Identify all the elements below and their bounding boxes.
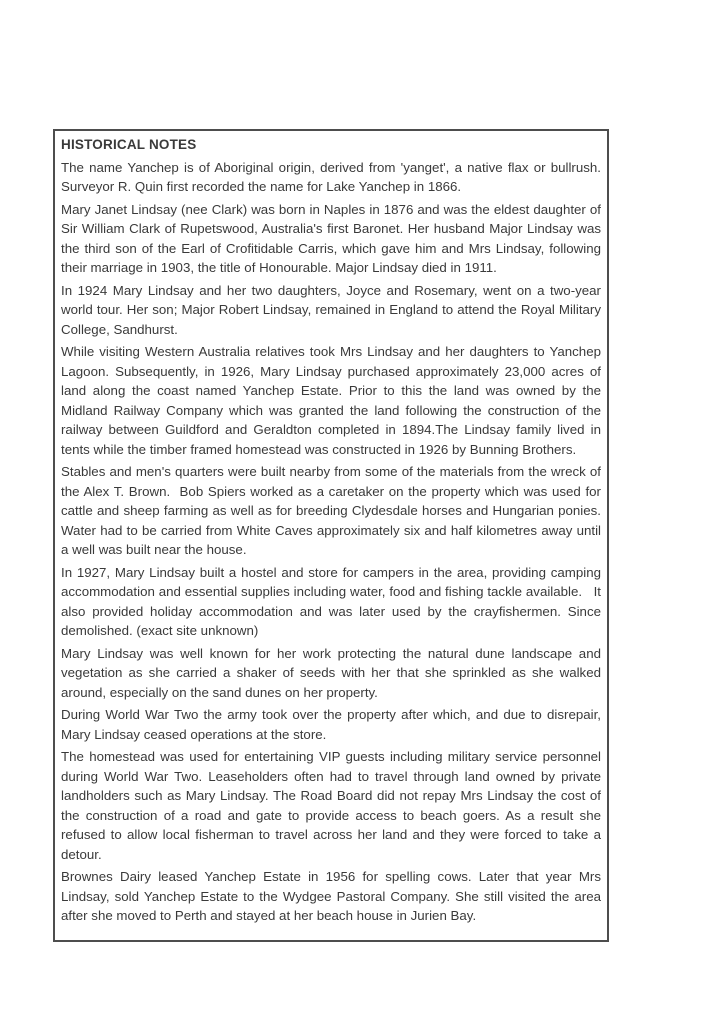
historical-notes-box bbox=[53, 129, 609, 942]
paragraph-hostel-store-1927: In 1927, Mary Lindsay built a hostel and store for campers in the area, providing camping accommodation and essential supplies including water, food and fishing tackle available. It also provided holiday accommodation and was later used by the crayfishermen. Since demolished. (exact site unknown) bbox=[61, 564, 601, 638]
paragraph-mary-lindsay-birth: Mary Janet Lindsay (nee Clark) was born in Naples in 1876 and was the eldest daughter of Sir William Clark of Rupetswood, Australia's first Baronet. Her husband Major Lindsay was the third son of the Earl of Crofitidable Carris, which gave him and Mrs Lindsay, following their marriage in 1903, the title of Honourable. Major Lindsay died in 1911. bbox=[61, 201, 601, 275]
paragraph-brownes-dairy-sale: Brownes Dairy leased Yanchep Estate in 1956 for spelling cows. Later that year Mrs Lindsay, sold Yanchep Estate to the Wydgee Pastoral Company. She still visited the area after she moved to Perth and stayed at her beach house in Jurien Bay. bbox=[61, 869, 601, 923]
paragraph-yanchep-name-origin: The name Yanchep is of Aboriginal origin, derived from 'yanget', a native flax or bullrush. Surveyor R. Quin first recorded the name for Lake Yanchep in 1866. bbox=[61, 159, 601, 194]
paragraph-dune-protection: Mary Lindsay was well known for her work protecting the natural dune landscape and vegetation as she carried a shaker of seeds with her that she sprinkled as she walked around, especially on the sand dunes on her property. bbox=[61, 645, 601, 700]
section-title: HISTORICAL NOTES bbox=[61, 137, 197, 152]
paragraph-homestead-vip-road: The homestead was used for entertaining VIP guests including military service personnel during World War Two. Leaseholders often had to travel through land owned by private landholders such as Mary Lindsay. The Road Board did not repay Mrs Lindsay the cost of the construction of a road and gate to provide access to beach goers. As a result she refused to allow local fisherman to travel across her land and they were forced to take a detour. bbox=[61, 749, 601, 862]
paragraph-stables-caretaker: Stables and men's quarters were built nearby from some of the materials from the wreck of the Alex T. Brown. Bob Spiers worked as a caretaker on the property which was used for cattle and sheep farming as well as for breeding Clydesdale horses and Hungarian ponies. Water had to be carried from White Caves approximately six and half kilometres away until a well was built near the house. bbox=[61, 464, 601, 557]
paragraph-yanchep-estate-purchase: While visiting Western Australia relatives took Mrs Lindsay and her daughters to Yanchep Lagoon. Subsequently, in 1926, Mary Lindsay purchased approximately 23,000 acres of land along the coast named Yanchep Estate. Prior to this the land was owned by the Midland Railway Company which was granted the land following the construction of the railway between Guildford and Geraldton completed in 1894.The Lindsay family lived in tents while the timber framed homestead was constructed in 1926 by Bunning Brothers. bbox=[61, 344, 601, 457]
paragraph-ww2-army: During World War Two the army took over the property after which, and due to disrepair, Mary Lindsay ceased operations at the store. bbox=[61, 707, 601, 742]
paragraph-world-tour-1924: In 1924 Mary Lindsay and her two daughters, Joyce and Rosemary, went on a two-year world tour. Her son; Major Robert Lindsay, remained in England to attend the Royal Military College, Sandhurst. bbox=[61, 282, 601, 337]
